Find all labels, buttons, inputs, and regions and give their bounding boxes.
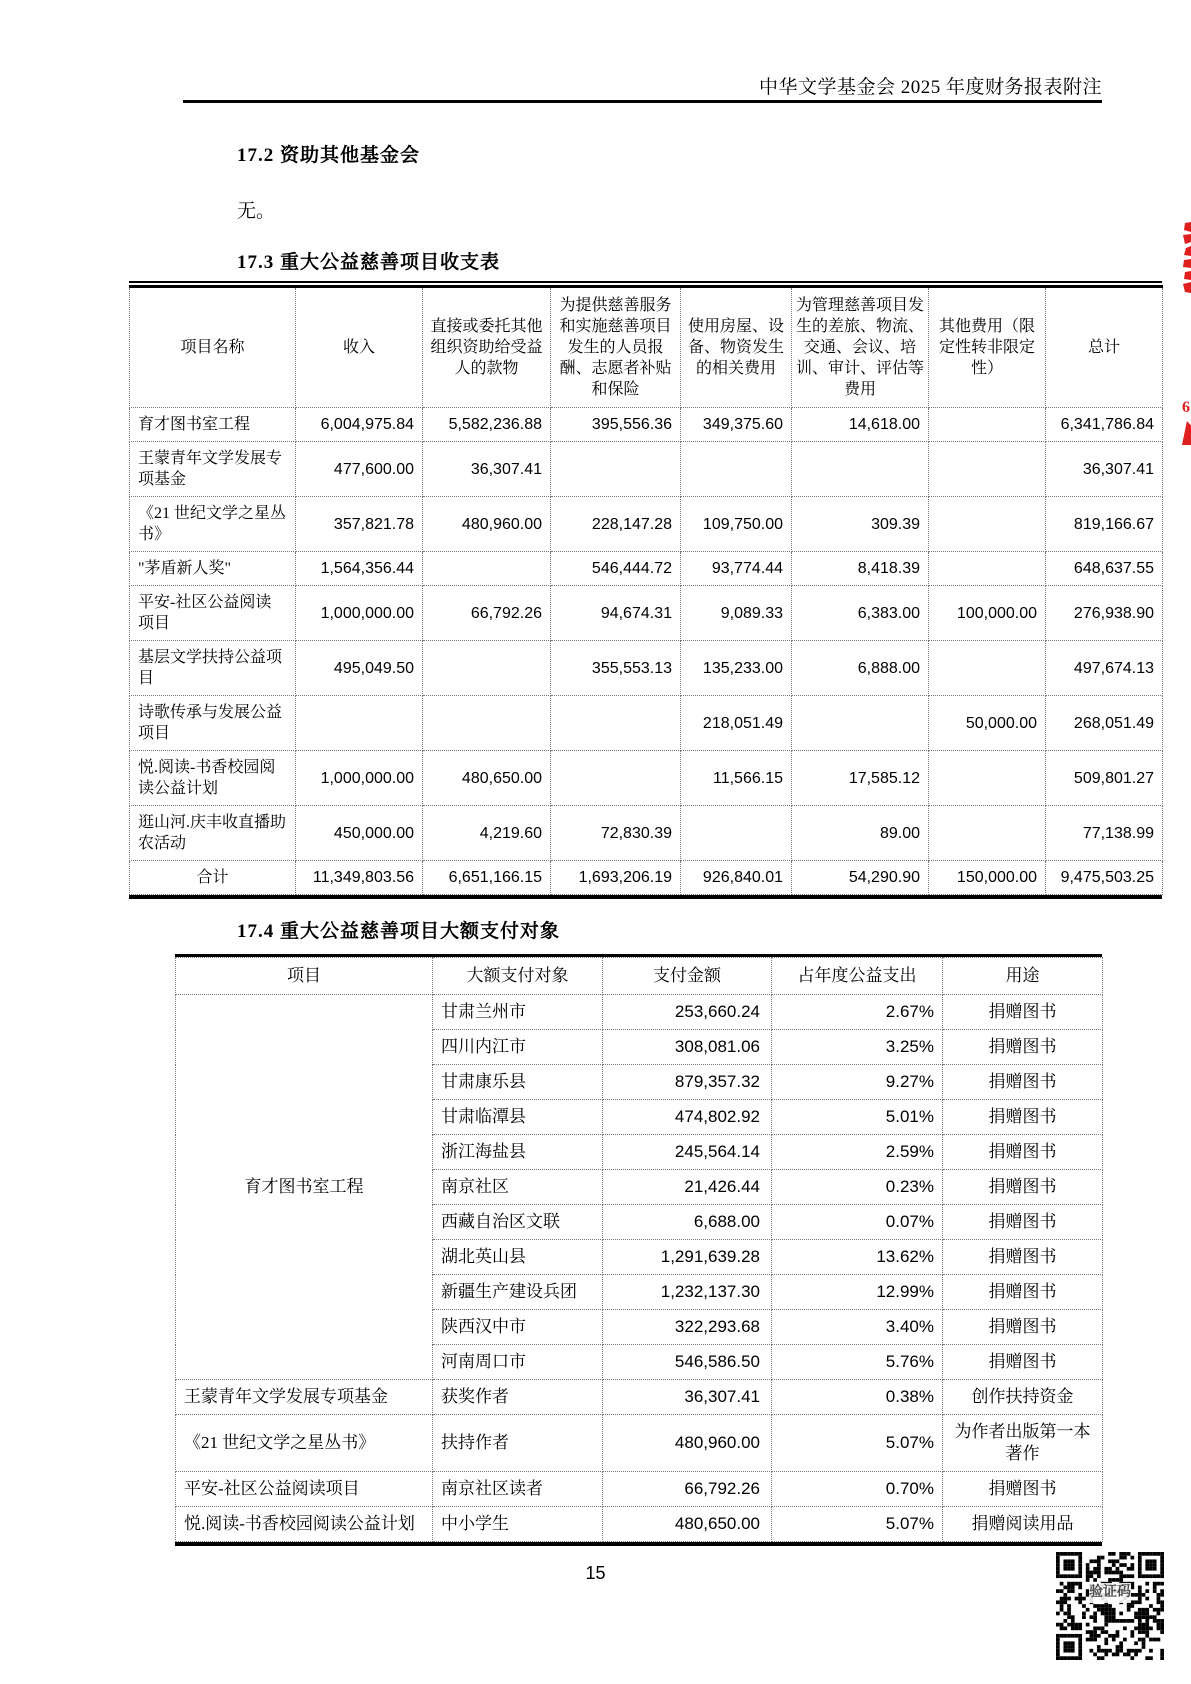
amount-cell: 495,049.50: [296, 641, 423, 696]
project-name-cell: 育才图书室工程: [130, 408, 296, 442]
percent-cell: 2.59%: [772, 1135, 943, 1170]
payee-cell: 陕西汉中市: [433, 1310, 603, 1345]
project-name-cell: 平安-社区公益阅读项目: [130, 586, 296, 641]
amount-cell: 480,960.00: [423, 497, 551, 552]
percent-cell: 0.70%: [772, 1472, 943, 1507]
payee-cell: 湖北英山县: [433, 1240, 603, 1275]
qr-verification-label: 验证码: [1089, 1583, 1131, 1603]
section-title-17-4: 17.4 重大公益慈善项目大额支付对象: [237, 921, 561, 942]
amount-cell: 6,688.00: [603, 1205, 772, 1240]
amount-cell: 94,674.31: [551, 586, 681, 641]
purpose-cell: 创作扶持资金: [943, 1380, 1103, 1415]
amount-cell: 1,291,639.28: [603, 1240, 772, 1275]
red-stamp-fragment-wedge: [1182, 421, 1191, 445]
amount-cell: [551, 442, 681, 497]
amount-cell: [929, 497, 1046, 552]
payee-cell: 河南周口市: [433, 1345, 603, 1380]
income-expense-table-wrapper: [129, 281, 1162, 899]
amount-cell: 309.39: [792, 497, 929, 552]
column-header: 为提供慈善服务和实施慈善项目发生的人员报酬、志愿者补贴和保险: [551, 287, 681, 408]
percent-cell: 3.25%: [772, 1030, 943, 1065]
purpose-cell: 捐赠图书: [943, 1030, 1103, 1065]
amount-cell: [681, 806, 792, 861]
amount-cell: 9,475,503.25: [1046, 861, 1163, 895]
table-row: [130, 408, 1163, 442]
project-cell: 《21 世纪文学之星丛书》: [176, 1415, 433, 1472]
amount-cell: 926,840.01: [681, 861, 792, 895]
payment-recipients-table-wrapper: [175, 954, 1102, 1546]
header-row: [130, 287, 1163, 408]
page-number: 15: [585, 1563, 606, 1583]
amount-cell: 480,960.00: [603, 1415, 772, 1472]
purpose-cell: 捐赠图书: [943, 1135, 1103, 1170]
table-row: [130, 552, 1163, 586]
amount-cell: 109,750.00: [681, 497, 792, 552]
amount-cell: 6,651,166.15: [423, 861, 551, 895]
payee-cell: 甘肃临潭县: [433, 1100, 603, 1135]
amount-cell: 66,792.26: [423, 586, 551, 641]
amount-cell: [929, 408, 1046, 442]
table-row: [130, 696, 1163, 751]
purpose-cell: 捐赠图书: [943, 1310, 1103, 1345]
percent-cell: 5.76%: [772, 1345, 943, 1380]
amount-cell: 50,000.00: [929, 696, 1046, 751]
amount-cell: 546,586.50: [603, 1345, 772, 1380]
table-row: [130, 751, 1163, 806]
purpose-cell: 捐赠图书: [943, 1065, 1103, 1100]
amount-cell: 77,138.99: [1046, 806, 1163, 861]
amount-cell: 1,000,000.00: [296, 586, 423, 641]
amount-cell: 395,556.36: [551, 408, 681, 442]
qr-code-svg: [1056, 1552, 1164, 1660]
purpose-cell: 捐赠图书: [943, 1275, 1103, 1310]
amount-cell: 308,081.06: [603, 1030, 772, 1065]
amount-cell: [423, 641, 551, 696]
column-header: 项目: [176, 958, 433, 995]
column-header: 收入: [296, 287, 423, 408]
percent-cell: 5.01%: [772, 1100, 943, 1135]
amount-cell: [681, 442, 792, 497]
amount-cell: 349,375.60: [681, 408, 792, 442]
project-name-cell: 《21 世纪文学之星丛书》: [130, 497, 296, 552]
purpose-cell: 捐赠图书: [943, 1170, 1103, 1205]
payee-cell: 浙江海盐县: [433, 1135, 603, 1170]
column-header: 项目名称: [130, 287, 296, 408]
section-title-17-2: 17.2 资助其他基金会: [237, 145, 421, 166]
amount-cell: 546,444.72: [551, 552, 681, 586]
table-17-3: [129, 285, 1163, 895]
amount-cell: [423, 552, 551, 586]
table-row: [130, 442, 1163, 497]
table-row: [176, 1507, 1103, 1542]
amount-cell: 819,166.67: [1046, 497, 1163, 552]
purpose-cell: 捐赠图书: [943, 1345, 1103, 1380]
amount-cell: 11,566.15: [681, 751, 792, 806]
amount-cell: 268,051.49: [1046, 696, 1163, 751]
amount-cell: 36,307.41: [603, 1380, 772, 1415]
table-17-4: [175, 957, 1103, 1542]
amount-cell: 11,349,803.56: [296, 861, 423, 895]
project-name-cell: 基层文学扶持公益项目: [130, 641, 296, 696]
page-header-title: 中华文学基金会 2025 年度财务报表附注: [758, 77, 1102, 98]
amount-cell: 72,830.39: [551, 806, 681, 861]
percent-cell: 0.23%: [772, 1170, 943, 1205]
column-header: 用途: [943, 958, 1103, 995]
amount-cell: 480,650.00: [603, 1507, 772, 1542]
project-name-cell: 诗歌传承与发展公益项目: [130, 696, 296, 751]
purpose-cell: 捐赠图书: [943, 1472, 1103, 1507]
amount-cell: 450,000.00: [296, 806, 423, 861]
amount-cell: 355,553.13: [551, 641, 681, 696]
purpose-cell: 捐赠图书: [943, 1100, 1103, 1135]
amount-cell: 5,582,236.88: [423, 408, 551, 442]
column-header: 使用房屋、设备、物资发生的相关费用: [681, 287, 792, 408]
amount-cell: [296, 696, 423, 751]
amount-cell: 135,233.00: [681, 641, 792, 696]
amount-cell: [929, 442, 1046, 497]
column-header: 支付金额: [603, 958, 772, 995]
payee-cell: 获奖作者: [433, 1380, 603, 1415]
amount-cell: 9,089.33: [681, 586, 792, 641]
project-name-cell: 合计: [130, 861, 296, 895]
amount-cell: 93,774.44: [681, 552, 792, 586]
amount-cell: [551, 751, 681, 806]
amount-cell: 1,000,000.00: [296, 751, 423, 806]
amount-cell: 1,564,356.44: [296, 552, 423, 586]
amount-cell: 100,000.00: [929, 586, 1046, 641]
percent-cell: 0.07%: [772, 1205, 943, 1240]
section-body-17-2: 无。: [237, 201, 276, 222]
amount-cell: [929, 552, 1046, 586]
amount-cell: 879,357.32: [603, 1065, 772, 1100]
amount-cell: 4,219.60: [423, 806, 551, 861]
amount-cell: 228,147.28: [551, 497, 681, 552]
amount-cell: [792, 696, 929, 751]
percent-cell: 5.07%: [772, 1415, 943, 1472]
amount-cell: 218,051.49: [681, 696, 792, 751]
table-row: [130, 641, 1163, 696]
amount-cell: 497,674.13: [1046, 641, 1163, 696]
payee-cell: 中小学生: [433, 1507, 603, 1542]
amount-cell: 150,000.00: [929, 861, 1046, 895]
amount-cell: 477,600.00: [296, 442, 423, 497]
qr-code: [1056, 1552, 1164, 1660]
amount-cell: 6,341,786.84: [1046, 408, 1163, 442]
amount-cell: 8,418.39: [792, 552, 929, 586]
payee-cell: 南京社区读者: [433, 1472, 603, 1507]
table-row: [176, 1472, 1103, 1507]
percent-cell: 5.07%: [772, 1507, 943, 1542]
column-header: 占年度公益支出: [772, 958, 943, 995]
amount-cell: 36,307.41: [423, 442, 551, 497]
purpose-cell: 捐赠阅读用品: [943, 1507, 1103, 1542]
amount-cell: 253,660.24: [603, 995, 772, 1030]
project-cell: 平安-社区公益阅读项目: [176, 1472, 433, 1507]
red-stamp-fragment-top: [1182, 222, 1191, 294]
percent-cell: 12.99%: [772, 1275, 943, 1310]
purpose-cell: 捐赠图书: [943, 1205, 1103, 1240]
project-name-cell: "茅盾新人奖": [130, 552, 296, 586]
amount-cell: 17,585.12: [792, 751, 929, 806]
amount-cell: 89.00: [792, 806, 929, 861]
amount-cell: 357,821.78: [296, 497, 423, 552]
amount-cell: 480,650.00: [423, 751, 551, 806]
purpose-cell: 捐赠图书: [943, 1240, 1103, 1275]
project-cell: 王蒙青年文学发展专项基金: [176, 1380, 433, 1415]
percent-cell: 2.67%: [772, 995, 943, 1030]
payee-cell: 西藏自治区文联: [433, 1205, 603, 1240]
amount-cell: 245,564.14: [603, 1135, 772, 1170]
table-row: [130, 497, 1163, 552]
column-header: 为管理慈善项目发生的差旅、物流、交通、会议、培训、审计、评估等费用: [792, 287, 929, 408]
table-row: [176, 1415, 1103, 1472]
amount-cell: 6,004,975.84: [296, 408, 423, 442]
percent-cell: 9.27%: [772, 1065, 943, 1100]
header-divider: [183, 100, 1102, 103]
amount-cell: 36,307.41: [1046, 442, 1163, 497]
table-row: [130, 586, 1163, 641]
purpose-cell: 为作者出版第一本著作: [943, 1415, 1103, 1472]
column-header: 总计: [1046, 287, 1163, 408]
amount-cell: 1,693,206.19: [551, 861, 681, 895]
payee-cell: 南京社区: [433, 1170, 603, 1205]
amount-cell: 509,801.27: [1046, 751, 1163, 806]
table-row: [130, 806, 1163, 861]
amount-cell: 14,618.00: [792, 408, 929, 442]
amount-cell: [929, 641, 1046, 696]
amount-cell: 276,938.90: [1046, 586, 1163, 641]
table-row: [176, 1380, 1103, 1415]
project-cell: 育才图书室工程: [176, 995, 433, 1380]
amount-cell: 21,426.44: [603, 1170, 772, 1205]
purpose-cell: 捐赠图书: [943, 995, 1103, 1030]
amount-cell: 648,637.55: [1046, 552, 1163, 586]
amount-cell: 6,383.00: [792, 586, 929, 641]
header-row: [176, 958, 1103, 995]
column-header: 直接或委托其他组织资助给受益人的款物: [423, 287, 551, 408]
payee-cell: 新疆生产建设兵团: [433, 1275, 603, 1310]
amount-cell: 322,293.68: [603, 1310, 772, 1345]
red-stamp-fragment-six: 6: [1182, 399, 1190, 416]
project-name-cell: 逛山河.庆丰收直播助农活动: [130, 806, 296, 861]
amount-cell: 6,888.00: [792, 641, 929, 696]
percent-cell: 13.62%: [772, 1240, 943, 1275]
amount-cell: [929, 806, 1046, 861]
payee-cell: 甘肃兰州市: [433, 995, 603, 1030]
table-row: [130, 861, 1163, 895]
column-header: 其他费用（限定性转非限定性）: [929, 287, 1046, 408]
column-header: 大额支付对象: [433, 958, 603, 995]
amount-cell: [551, 696, 681, 751]
amount-cell: [929, 751, 1046, 806]
amount-cell: 474,802.92: [603, 1100, 772, 1135]
amount-cell: [792, 442, 929, 497]
percent-cell: 3.40%: [772, 1310, 943, 1345]
project-name-cell: 王蒙青年文学发展专项基金: [130, 442, 296, 497]
table-row: [176, 995, 1103, 1030]
section-title-17-3: 17.3 重大公益慈善项目收支表: [237, 252, 501, 273]
amount-cell: 1,232,137.30: [603, 1275, 772, 1310]
amount-cell: 66,792.26: [603, 1472, 772, 1507]
payee-cell: 扶持作者: [433, 1415, 603, 1472]
payee-cell: 四川内江市: [433, 1030, 603, 1065]
payee-cell: 甘肃康乐县: [433, 1065, 603, 1100]
percent-cell: 0.38%: [772, 1380, 943, 1415]
amount-cell: [423, 696, 551, 751]
project-name-cell: 悦.阅读-书香校园阅读公益计划: [130, 751, 296, 806]
amount-cell: 54,290.90: [792, 861, 929, 895]
project-cell: 悦.阅读-书香校园阅读公益计划: [176, 1507, 433, 1542]
